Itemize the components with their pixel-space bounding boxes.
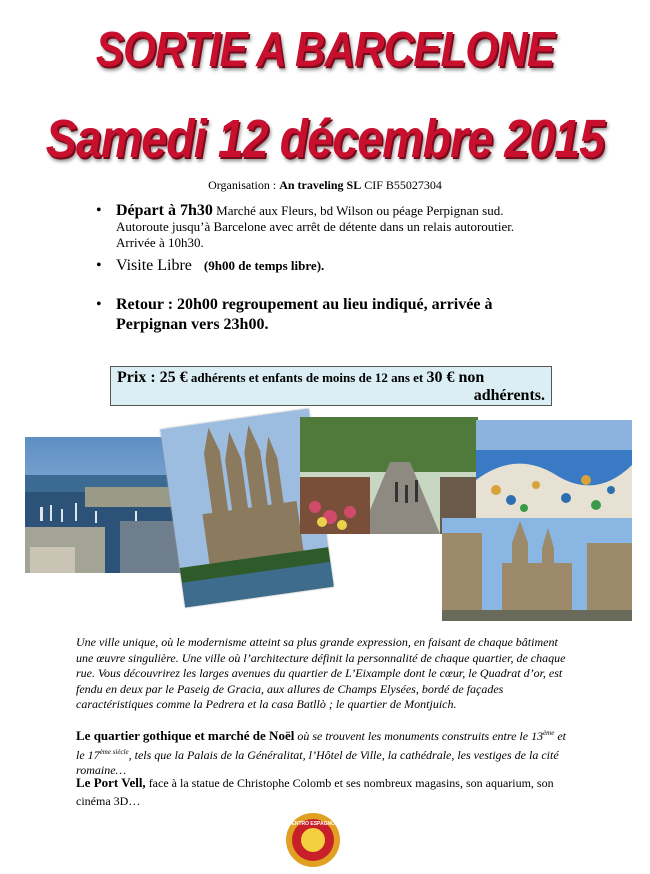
gothic-text-3: , tels que la Palais de la Généralitat, l’Hôtel de Ville, la cathédrale, les vestiges de la cité romaine…: [76, 747, 559, 777]
port-paragraph: [76, 774, 576, 810]
price-non-label: adhérents.: [473, 387, 545, 404]
departure-text: Marché aux Fleurs, bd Wilson ou péage Perpignan sud. Autoroute jusqu’à Barcelone avec arrêt de détente dans un relais autoroutier. Arrivée à 10h30.: [116, 203, 515, 250]
city-description: Une ville unique, où le modernisme atteint sa plus grande expression, en faisant de chaque bâtiment une œuvre singulière. Une ville où l’architecture définit la personnalité de chaque quartier, de chaque rue. Vous découvrirez les larges avenues du quartier de L’Eixample dont le cœur, le Quadrat d’or, est fendu en deux par le Paseig de Gracia, aux allures de Champs Elysées, bordé de façades caractéristiques comme la Pedrera et la casa Batllò ; le quartier de Montjuich.: [76, 635, 566, 711]
gothic-text-2: et le 17: [76, 729, 567, 762]
price-members: adhérents et enfants de moins de 12 ans et: [187, 370, 427, 385]
org-label: Organisation :: [208, 178, 277, 192]
gothic-sup-2: ème siècle: [99, 747, 129, 756]
organisation-line: [0, 178, 650, 193]
gothic-cathedral-photo: [442, 518, 632, 621]
return-text: 20h00 regroupement au lieu indiqué, arrivée à Perpignan vers 23h00.: [116, 296, 493, 333]
park-guell-mosaic-photo: [476, 420, 632, 519]
ramblas-market-photo: [300, 417, 478, 534]
trip-details-list: [96, 203, 556, 335]
event-date: Samedi 12 décembre 2015: [45, 109, 605, 169]
org-cif: CIF B55027304: [364, 178, 442, 192]
visit-text: (9h00 de temps libre).: [203, 258, 325, 273]
price-label: Prix : 25 €: [117, 369, 188, 386]
port-title: Le Port Vell,: [76, 775, 146, 790]
port-text: face à la statue de Christophe Colomb et ses nombreux magasins, son aquarium, son cinéma 3D…: [76, 776, 554, 808]
return-lead: Retour :: [116, 296, 174, 313]
association-logo-icon: [285, 812, 341, 868]
list-item-return: [96, 295, 556, 335]
logo-text: CENTRO ESPAGNOL: [287, 821, 339, 827]
visit-lead: Visite Libre: [116, 257, 192, 274]
gothic-sup-1: ème: [543, 729, 555, 737]
departure-lead: Départ à 7h30: [116, 202, 213, 219]
gothic-title: Le quartier gothique et marché de Noël: [76, 728, 295, 743]
gothic-text-1: où se trouvent les monuments construits entre le 13: [294, 729, 544, 743]
gothic-quarter-paragraph: [76, 726, 576, 779]
page-title: SORTIE A BARCELONE: [95, 23, 555, 77]
list-item-departure: [96, 203, 556, 251]
price-box: [110, 366, 552, 406]
org-name: An traveling SL: [279, 178, 362, 192]
price-non-members: 30 € non: [426, 369, 485, 386]
list-item-free-visit: [96, 257, 556, 275]
